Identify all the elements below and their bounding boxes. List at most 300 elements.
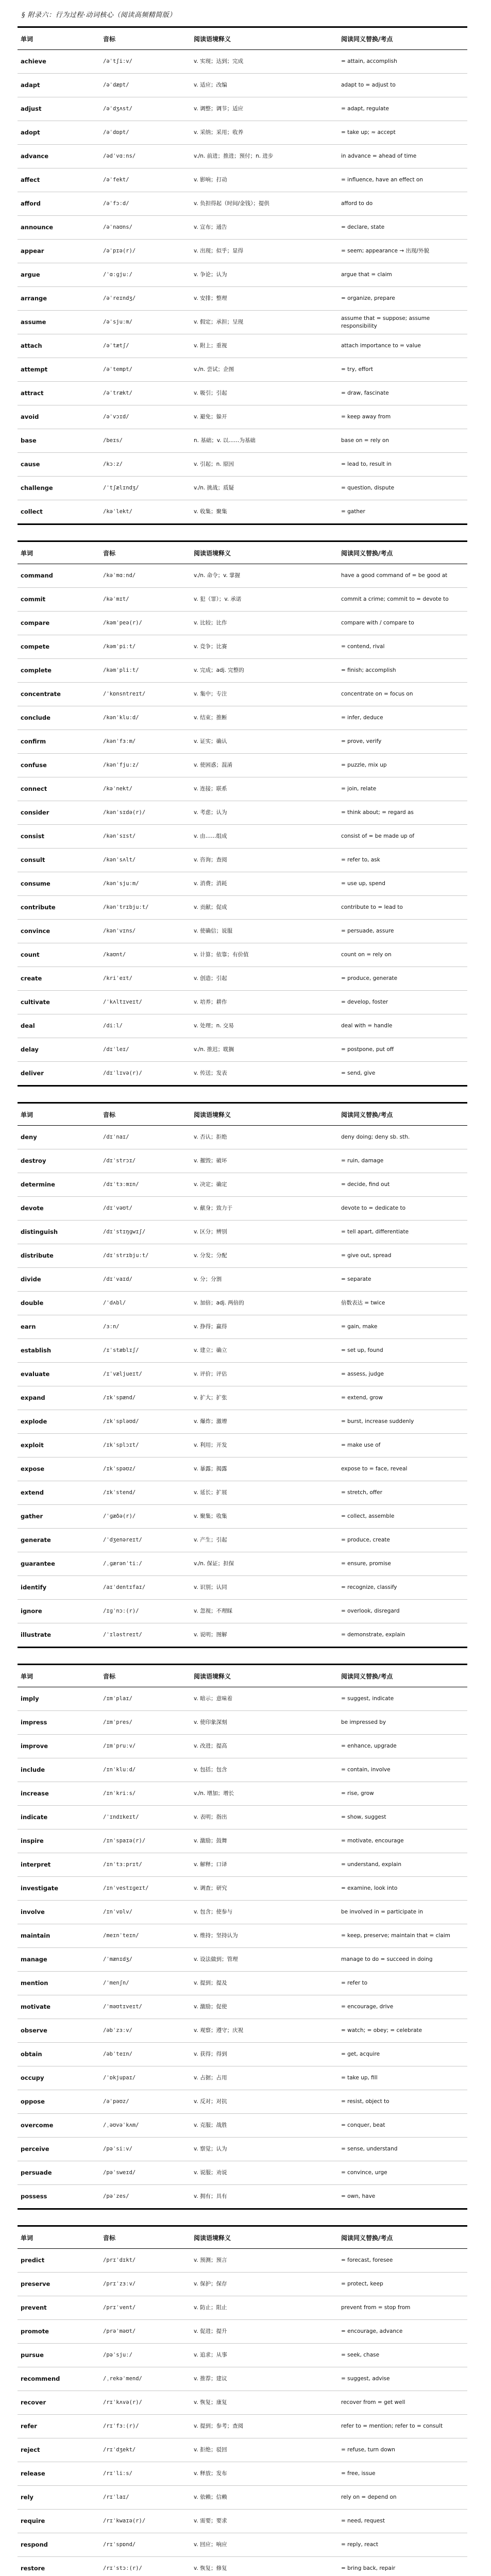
phonetic-cell: /ˈɡæðə(r)/ — [100, 1505, 191, 1529]
meaning-cell: v. 评价；评估 — [191, 1363, 338, 1386]
meaning-cell: v. 追求；从事 — [191, 2344, 338, 2367]
word-cell: investigate — [18, 1877, 100, 1901]
table-row — [18, 1972, 467, 1995]
phonetic-cell: /diːl/ — [100, 1014, 191, 1038]
word-cell: include — [18, 1758, 100, 1782]
synonym-cell: = motivate, encourage — [338, 1829, 467, 1853]
table-header-row — [18, 2226, 467, 2249]
phonetic-cell: /kənˈsjuːm/ — [100, 872, 191, 896]
phonetic-cell: /kənˈfjuːz/ — [100, 754, 191, 777]
table-row — [18, 588, 467, 612]
synonym-cell: = tell apart, differentiate — [338, 1221, 467, 1244]
synonym-cell: = separate — [338, 1268, 467, 1292]
phonetic-cell: /kəˈmɑːnd/ — [100, 564, 191, 588]
word-cell: destroy — [18, 1149, 100, 1173]
word-cell: affect — [18, 168, 100, 192]
table-row — [18, 1711, 467, 1735]
table-row — [18, 2273, 467, 2296]
phonetic-cell: /ˈɪləstreɪt/ — [100, 1623, 191, 1648]
word-cell: collect — [18, 500, 100, 524]
word-cell: adjust — [18, 97, 100, 121]
phonetic-cell: /ɪnˈvɒlv/ — [100, 1901, 191, 1924]
phonetic-cell: /ɜːn/ — [100, 1315, 191, 1339]
table-row — [18, 1197, 467, 1221]
synonym-cell: = organize, prepare — [338, 287, 467, 311]
synonym-cell: = resist, object to — [338, 2090, 467, 2114]
phonetic-cell: /pəˈsweɪd/ — [100, 2161, 191, 2185]
synonym-cell: = suggest, advise — [338, 2367, 467, 2391]
meaning-cell: v. 假定；承担；呈现 — [191, 311, 338, 334]
table-row — [18, 97, 467, 121]
word-cell: contribute — [18, 896, 100, 920]
synonym-cell: = get, acquire — [338, 2043, 467, 2066]
table-row — [18, 1292, 467, 1315]
phonetic-cell: /dɪˈstrɔɪ/ — [100, 1149, 191, 1173]
meaning-cell: v. 否认；拒绝 — [191, 1126, 338, 1149]
synonym-cell: = seek, chase — [338, 2344, 467, 2367]
meaning-cell: v. 由……组成 — [191, 825, 338, 849]
meaning-cell: v. 加倍；adj. 两倍的 — [191, 1292, 338, 1315]
phonetic-cell: /prɪˈzɜːv/ — [100, 2273, 191, 2296]
synonym-cell: = use up, spend — [338, 872, 467, 896]
meaning-cell: v. 调查；研究 — [191, 1877, 338, 1901]
phonetic-cell: /kənˈfɜːm/ — [100, 730, 191, 754]
meaning-cell: v. 贡献；促成 — [191, 896, 338, 920]
meaning-cell: v. 忽视；不理睬 — [191, 1600, 338, 1623]
synonym-cell: = bring back, repair — [338, 2557, 467, 2576]
meaning-cell: v. 安排；整理 — [191, 287, 338, 311]
synonym-cell: = show, suggest — [338, 1806, 467, 1829]
table-row — [18, 1244, 467, 1268]
phonetic-cell: /rɪˈfɜː(r)/ — [100, 2415, 191, 2438]
phonetic-cell: /kəˈmɪt/ — [100, 588, 191, 612]
synonym-cell: = burst, increase suddenly — [338, 1410, 467, 1434]
synonym-cell: = seem; appearance → 出现/外貌 — [338, 240, 467, 263]
meaning-cell: v./n. 保证；担保 — [191, 1552, 338, 1576]
synonym-cell: = watch; = obey; = celebrate — [338, 2019, 467, 2043]
phonetic-cell: /əˈtʃiːv/ — [100, 50, 191, 74]
meaning-cell: v. 防止；阻止 — [191, 2296, 338, 2320]
synonym-cell: = convince, urge — [338, 2161, 467, 2185]
synonym-cell: = own, have — [338, 2185, 467, 2209]
synonym-cell: = ruin, damage — [338, 1149, 467, 1173]
phonetic-cell: /əˈtrækt/ — [100, 382, 191, 405]
phonetic-cell: /kəmˈpiːt/ — [100, 635, 191, 659]
word-cell: extend — [18, 1481, 100, 1505]
page-header: § 附录六：行为过程·动词核心（阅读高频精简版） — [22, 11, 176, 19]
meaning-cell: v. 恢复；康复 — [191, 2391, 338, 2415]
meaning-cell: v. 说明；图解 — [191, 1623, 338, 1648]
phonetic-cell: /rɪˈstɔː(r)/ — [100, 2557, 191, 2576]
synonym-cell: = collect, assemble — [338, 1505, 467, 1529]
meaning-cell: v. 克服；战胜 — [191, 2114, 338, 2138]
word-cell: command — [18, 564, 100, 588]
meaning-cell: v. 咨询；查阅 — [191, 849, 338, 872]
synonym-cell: = conquer, beat — [338, 2114, 467, 2138]
synonym-cell: be impressed by — [338, 1711, 467, 1735]
word-cell: involve — [18, 1901, 100, 1924]
meaning-cell: v. 反对；对抗 — [191, 2090, 338, 2114]
meaning-cell: v. 创造；引起 — [191, 967, 338, 991]
meaning-cell: v./n. 增加；增长 — [191, 1782, 338, 1806]
table-row — [18, 2138, 467, 2161]
synonym-cell: rely on = depend on — [338, 2486, 467, 2510]
meaning-cell: v. 犯（罪）；v. 承诺 — [191, 588, 338, 612]
phonetic-cell: /kənˈvɪns/ — [100, 920, 191, 943]
table-row — [18, 706, 467, 730]
table-row — [18, 2462, 467, 2486]
table-row — [18, 1315, 467, 1339]
synonym-cell: compare with / compare to — [338, 612, 467, 635]
table-row — [18, 2249, 467, 2273]
word-cell: arrange — [18, 287, 100, 311]
meaning-cell: v. 实现；达到；完成 — [191, 50, 338, 74]
synonym-cell: = refer to, ask — [338, 849, 467, 872]
table-row — [18, 872, 467, 896]
table-row — [18, 1386, 467, 1410]
phonetic-cell: /əbˈteɪn/ — [100, 2043, 191, 2066]
synonym-cell: = ensure, promise — [338, 1552, 467, 1576]
word-cell: ignore — [18, 1600, 100, 1623]
word-cell: attract — [18, 382, 100, 405]
synonym-cell: = extend, grow — [338, 1386, 467, 1410]
table-row — [18, 2533, 467, 2557]
word-cell: afford — [18, 192, 100, 216]
meaning-cell: v. 观察；遵守；庆祝 — [191, 2019, 338, 2043]
word-cell: motivate — [18, 1995, 100, 2019]
meaning-cell: v. 提到；提及 — [191, 1972, 338, 1995]
table-row — [18, 287, 467, 311]
word-cell: concentrate — [18, 683, 100, 706]
column-header: 音标 — [100, 1103, 191, 1126]
meaning-cell: v. 保护；保存 — [191, 2273, 338, 2296]
meaning-cell: v. 暗示；意味着 — [191, 1687, 338, 1711]
word-cell: manage — [18, 1948, 100, 1972]
meaning-cell: v. 需要；要求 — [191, 2510, 338, 2533]
phonetic-cell: /kɔːz/ — [100, 453, 191, 477]
column-header: 阅读语境释义 — [191, 2226, 338, 2249]
meaning-cell: v. 负担得起（时间/金钱）；提供 — [191, 192, 338, 216]
phonetic-cell: /kriˈeɪt/ — [100, 967, 191, 991]
synonym-cell: devote to = dedicate to — [338, 1197, 467, 1221]
phonetic-cell: /ɪˈstæblɪʃ/ — [100, 1339, 191, 1363]
column-header: 单词 — [18, 541, 100, 564]
table-row — [18, 754, 467, 777]
word-cell: appear — [18, 240, 100, 263]
table-row — [18, 1363, 467, 1386]
phonetic-cell: /ɪnˈkluːd/ — [100, 1758, 191, 1782]
word-cell: devote — [18, 1197, 100, 1221]
word-cell: consult — [18, 849, 100, 872]
word-cell: refer — [18, 2415, 100, 2438]
word-cell: complete — [18, 659, 100, 683]
table-row — [18, 1829, 467, 1853]
synonym-cell: = prove, verify — [338, 730, 467, 754]
table-row — [18, 1687, 467, 1711]
phonetic-cell: /əˈvɔɪd/ — [100, 405, 191, 429]
phonetic-cell: /ˈɑːɡjuː/ — [100, 263, 191, 287]
synonym-cell: = question, dispute — [338, 477, 467, 500]
meaning-cell: v. 爆炸；激增 — [191, 1410, 338, 1434]
meaning-cell: v. 消费；消耗 — [191, 872, 338, 896]
table-row — [18, 1758, 467, 1782]
phonetic-cell: /ɪkˈstend/ — [100, 1481, 191, 1505]
word-cell: determine — [18, 1173, 100, 1197]
table-row — [18, 612, 467, 635]
phonetic-cell: /dɪˈstɪŋɡwɪʃ/ — [100, 1221, 191, 1244]
table-row — [18, 2090, 467, 2114]
synonym-cell: afford to do — [338, 192, 467, 216]
synonym-cell: base on = rely on — [338, 429, 467, 453]
synonym-cell: = infer, deduce — [338, 706, 467, 730]
meaning-cell: v. 完成；adj. 完整的 — [191, 659, 338, 683]
word-cell: oppose — [18, 2090, 100, 2114]
phonetic-cell: /dɪˈvaɪd/ — [100, 1268, 191, 1292]
phonetic-cell: /ˈɪndɪkeɪt/ — [100, 1806, 191, 1829]
meaning-cell: v. 献身；致力于 — [191, 1197, 338, 1221]
phonetic-cell: /dɪˈnaɪ/ — [100, 1126, 191, 1149]
synonym-cell: = suggest, indicate — [338, 1687, 467, 1711]
table-row — [18, 1735, 467, 1758]
phonetic-cell: /rɪˈlaɪ/ — [100, 2486, 191, 2510]
phonetic-cell: /rɪˈkʌvə(r)/ — [100, 2391, 191, 2415]
synonym-cell: = take up; ≈ accept — [338, 121, 467, 145]
word-cell: deal — [18, 1014, 100, 1038]
synonym-cell: = develop, foster — [338, 991, 467, 1014]
meaning-cell: v. 提到；参考；查阅 — [191, 2415, 338, 2438]
synonym-cell: = rise, grow — [338, 1782, 467, 1806]
word-cell: predict — [18, 2249, 100, 2273]
synonym-cell: = protect, keep — [338, 2273, 467, 2296]
synonym-cell: = enhance, upgrade — [338, 1735, 467, 1758]
table-row — [18, 50, 467, 74]
meaning-cell: v. 包含；使参与 — [191, 1901, 338, 1924]
synonym-cell: = encourage, drive — [338, 1995, 467, 2019]
phonetic-cell: /dɪˈvəʊt/ — [100, 1197, 191, 1221]
table-row — [18, 192, 467, 216]
meaning-cell: v./n. 前进；推进；预付；n. 进步 — [191, 145, 338, 168]
meaning-cell: v. 表明；指出 — [191, 1806, 338, 1829]
column-header: 阅读同义替换/考点 — [338, 541, 467, 564]
synonym-cell: = encourage, advance — [338, 2320, 467, 2344]
phonetic-cell: /ˈməʊtɪveɪt/ — [100, 1995, 191, 2019]
meaning-cell: v. 获得；得到 — [191, 2043, 338, 2066]
word-cell: recommend — [18, 2367, 100, 2391]
phonetic-cell: /kəmˈpeə(r)/ — [100, 612, 191, 635]
table-row — [18, 168, 467, 192]
synonym-cell: = join, relate — [338, 777, 467, 801]
meaning-cell: v. 分发；分配 — [191, 1244, 338, 1268]
word-cell: promote — [18, 2320, 100, 2344]
vocab-table — [18, 26, 467, 525]
phonetic-cell: /ɪˈvæljueɪt/ — [100, 1363, 191, 1386]
phonetic-cell: /kənˈkluːd/ — [100, 706, 191, 730]
column-header: 阅读语境释义 — [191, 1665, 338, 1687]
phonetic-cell: /rɪˈspɒnd/ — [100, 2533, 191, 2557]
word-cell: compete — [18, 635, 100, 659]
table-header-row — [18, 1665, 467, 1687]
meaning-cell: v. 说服；劝说 — [191, 2161, 338, 2185]
word-cell: argue — [18, 263, 100, 287]
word-cell: overcome — [18, 2114, 100, 2138]
vocab-table — [18, 540, 467, 1087]
meaning-cell: v. 促进；提升 — [191, 2320, 338, 2344]
meaning-cell: v. 区分；辨别 — [191, 1221, 338, 1244]
phonetic-cell: /pəˈsjuː/ — [100, 2344, 191, 2367]
synonym-cell: = recognize, classify — [338, 1576, 467, 1600]
phonetic-cell: /ˈdʒenəreɪt/ — [100, 1529, 191, 1552]
word-cell: conclude — [18, 706, 100, 730]
phonetic-cell: /əˈtætʃ/ — [100, 334, 191, 358]
phonetic-cell: /əˈfekt/ — [100, 168, 191, 192]
phonetic-cell: /kaʊnt/ — [100, 943, 191, 967]
phonetic-cell: /əbˈzɜːv/ — [100, 2019, 191, 2043]
table-row — [18, 2557, 467, 2576]
phonetic-cell: /rɪˈdʒekt/ — [100, 2438, 191, 2462]
phonetic-cell: /ɪmˈpruːv/ — [100, 1735, 191, 1758]
synonym-cell: contribute to = lead to — [338, 896, 467, 920]
meaning-cell: v. 扩大；扩张 — [191, 1386, 338, 1410]
meaning-cell: v. 使印象深刻 — [191, 1711, 338, 1735]
table-row — [18, 2344, 467, 2367]
phonetic-cell: /əˈreɪndʒ/ — [100, 287, 191, 311]
meaning-cell: v. 聚集；收集 — [191, 1505, 338, 1529]
meaning-cell: v. 证实；确认 — [191, 730, 338, 754]
column-header: 单词 — [18, 27, 100, 50]
table-row — [18, 1458, 467, 1481]
word-cell: cultivate — [18, 991, 100, 1014]
vocab-section — [18, 1664, 467, 2210]
table-row — [18, 1014, 467, 1038]
table-row — [18, 334, 467, 358]
word-cell: cause — [18, 453, 100, 477]
synonym-cell: deny doing; deny sb. sth. — [338, 1126, 467, 1149]
word-cell: obtain — [18, 2043, 100, 2066]
meaning-cell: v. 集中；专注 — [191, 683, 338, 706]
phonetic-cell: /ˈdʌbl/ — [100, 1292, 191, 1315]
phonetic-cell: /dɪˈstrɪbjuːt/ — [100, 1244, 191, 1268]
word-cell: maintain — [18, 1924, 100, 1948]
table-header-row — [18, 27, 467, 50]
synonym-cell: = decide, find out — [338, 1173, 467, 1197]
word-cell: assume — [18, 311, 100, 334]
synonym-cell: = attain, accomplish — [338, 50, 467, 74]
synonym-cell: = examine, look into — [338, 1877, 467, 1901]
phonetic-cell: /əˈsjuːm/ — [100, 311, 191, 334]
word-cell: evaluate — [18, 1363, 100, 1386]
word-cell: earn — [18, 1315, 100, 1339]
word-cell: connect — [18, 777, 100, 801]
meaning-cell: v. 挣得；赢得 — [191, 1315, 338, 1339]
table-row — [18, 1806, 467, 1829]
word-cell: count — [18, 943, 100, 967]
synonym-cell: = forecast, foresee — [338, 2249, 467, 2273]
word-cell: reject — [18, 2438, 100, 2462]
synonym-cell: = declare, state — [338, 216, 467, 240]
phonetic-cell: /ˌɡærənˈtiː/ — [100, 1552, 191, 1576]
table-row — [18, 2066, 467, 2090]
table-row — [18, 2415, 467, 2438]
synonym-cell: = puzzle, mix up — [338, 754, 467, 777]
table-row — [18, 1339, 467, 1363]
word-cell: gather — [18, 1505, 100, 1529]
phonetic-cell: /prɪˈvent/ — [100, 2296, 191, 2320]
table-row — [18, 777, 467, 801]
table-row — [18, 564, 467, 588]
meaning-cell: v. 决定；确定 — [191, 1173, 338, 1197]
meaning-cell: v. 回应；响应 — [191, 2533, 338, 2557]
meaning-cell: v. 调整；调节；适应 — [191, 97, 338, 121]
column-header: 阅读同义替换/考点 — [338, 2226, 467, 2249]
synonym-cell: = influence, have an effect on — [338, 168, 467, 192]
phonetic-cell: /kəmˈpliːt/ — [100, 659, 191, 683]
table-row — [18, 659, 467, 683]
phonetic-cell: /ˈkʌltɪveɪt/ — [100, 991, 191, 1014]
column-header: 阅读语境释义 — [191, 1103, 338, 1126]
synonym-cell: = sense, understand — [338, 2138, 467, 2161]
meaning-cell: v. 摧毁；破坏 — [191, 1149, 338, 1173]
table-row — [18, 1529, 467, 1552]
table-row — [18, 1877, 467, 1901]
meaning-cell: v. 分；分割 — [191, 1268, 338, 1292]
vocab-table — [18, 2225, 467, 2576]
word-cell: challenge — [18, 477, 100, 500]
table-row — [18, 1038, 467, 1062]
synonym-cell: = lead to, result in — [338, 453, 467, 477]
synonym-cell: expose to = face, reveal — [338, 1458, 467, 1481]
synonym-cell: = gather — [338, 500, 467, 524]
table-row — [18, 1062, 467, 1086]
phonetic-cell: /əˈdʒʌst/ — [100, 97, 191, 121]
word-cell: convince — [18, 920, 100, 943]
phonetic-cell: /meɪnˈteɪn/ — [100, 1924, 191, 1948]
phonetic-cell: /əˈpəʊz/ — [100, 2090, 191, 2114]
phonetic-cell: /əˈdɒpt/ — [100, 121, 191, 145]
column-header: 单词 — [18, 1103, 100, 1126]
synonym-cell: in advance = ahead of time — [338, 145, 467, 168]
phonetic-cell: /kəˈnekt/ — [100, 777, 191, 801]
word-cell: confirm — [18, 730, 100, 754]
table-row — [18, 991, 467, 1014]
meaning-cell: v. 建立；确立 — [191, 1339, 338, 1363]
synonym-cell: refer to = mention; refer to = consult — [338, 2415, 467, 2438]
synonym-cell: = postpone, put off — [338, 1038, 467, 1062]
phonetic-cell: /aɪˈdentɪfaɪ/ — [100, 1576, 191, 1600]
synonym-cell: = overlook, disregard — [338, 1600, 467, 1623]
word-cell: recover — [18, 2391, 100, 2415]
synonym-cell: = free, issue — [338, 2462, 467, 2486]
phonetic-cell: /ɪnˈvestɪɡeɪt/ — [100, 1877, 191, 1901]
word-cell: advance — [18, 145, 100, 168]
word-cell: establish — [18, 1339, 100, 1363]
phonetic-cell: /kənˈtrɪbjuːt/ — [100, 896, 191, 920]
synonym-cell: = contain, involve — [338, 1758, 467, 1782]
word-cell: possess — [18, 2185, 100, 2209]
table-row — [18, 358, 467, 382]
meaning-cell: n. 基础；v. 以……为基础 — [191, 429, 338, 453]
table-row — [18, 216, 467, 240]
word-cell: mention — [18, 1972, 100, 1995]
phonetic-cell: /beɪs/ — [100, 429, 191, 453]
word-cell: guarantee — [18, 1552, 100, 1576]
phonetic-cell: /rɪˈkwaɪə(r)/ — [100, 2510, 191, 2533]
phonetic-cell: /dɪˈlɪvə(r)/ — [100, 1062, 191, 1086]
meaning-cell: v. 引起；n. 原因 — [191, 453, 338, 477]
table-row — [18, 2367, 467, 2391]
meaning-cell: v. 设法做到；管理 — [191, 1948, 338, 1972]
synonym-cell: = gain, make — [338, 1315, 467, 1339]
phonetic-cell: /kənˈsʌlt/ — [100, 849, 191, 872]
